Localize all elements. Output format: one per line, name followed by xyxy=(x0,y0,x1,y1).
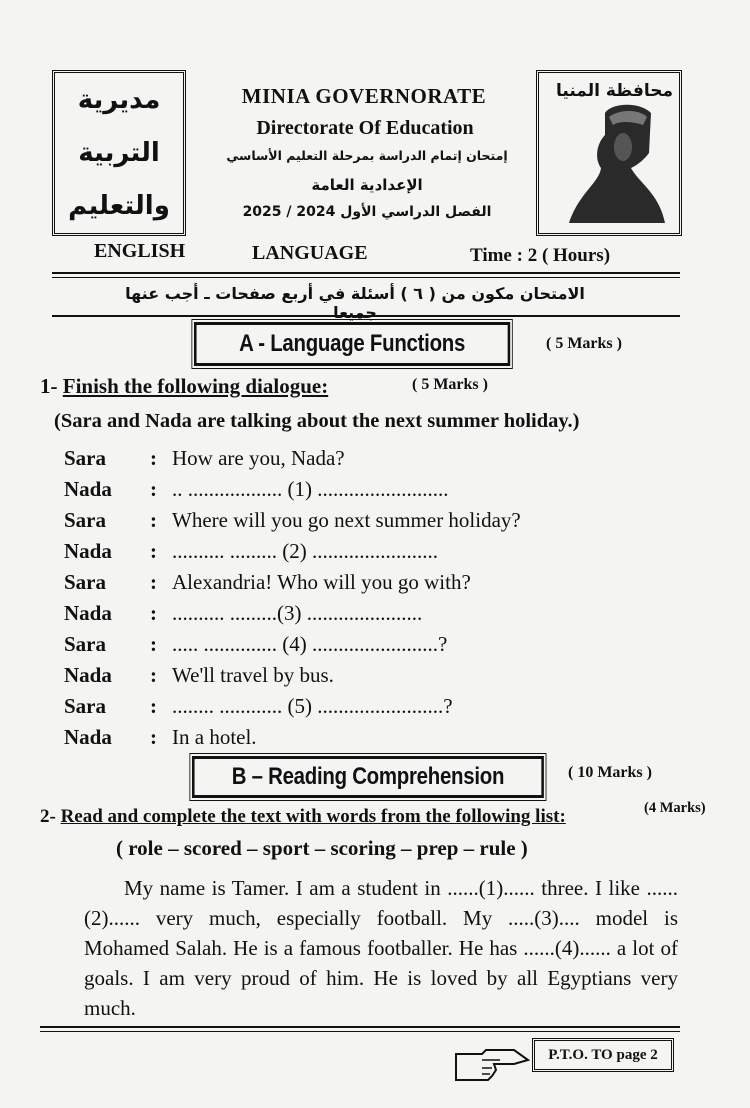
instruction-rule xyxy=(52,315,680,317)
directorate-line-3: والتعليم xyxy=(68,191,170,222)
governorate-title: MINIA GOVERNORATE xyxy=(241,84,487,108)
speaker: Sara xyxy=(64,446,106,470)
dialogue-line-1: Sara : How are you, Nada? xyxy=(64,446,345,470)
dialogue-line-9: Sara : ........ ............ (5) ........................? xyxy=(64,694,453,718)
speaker: Nada xyxy=(64,539,112,563)
dialogue-line-2: Nada : .. .................. (1) ......................... xyxy=(64,477,449,501)
speaker: Sara xyxy=(64,694,106,718)
dialogue-text: We'll travel by bus. xyxy=(172,663,334,687)
section-a-title-text: A - Language Functions xyxy=(239,330,466,357)
section-a-title xyxy=(194,322,510,366)
subject-language: LANGUAGE xyxy=(252,242,368,264)
section-b-title-text: B – Reading Comprehension xyxy=(231,763,505,790)
dialogue-blank: .......... .........(3) ...................... xyxy=(172,601,423,625)
section-a-marks: ( 5 Marks ) xyxy=(546,335,622,352)
dialogue-line-3: Sara : Where will you go next summer holiday? xyxy=(64,508,521,532)
speaker: Nada xyxy=(64,663,112,687)
dialogue-line-6: Nada : .......... .........(3) ...................... xyxy=(64,601,423,625)
footer-rule-1 xyxy=(40,1026,680,1028)
dialogue-text: How are you, Nada? xyxy=(172,446,345,470)
minia-logo-box xyxy=(536,70,682,236)
dialogue-text: Where will you go next summer holiday? xyxy=(172,508,521,532)
q1-context: (Sara and Nada are talking about the next summer holiday.) xyxy=(54,410,580,432)
q1-marks: ( 5 Marks ) xyxy=(412,376,488,393)
speaker: Sara xyxy=(64,508,106,532)
dialogue-blank: .. .................. (1) ......................... xyxy=(172,477,449,501)
q1-header xyxy=(40,374,328,399)
exam-instruction-ar: الامتحان مكون من ( ٦ ) أسئلة في أربع صفحات ـ أجب عنها جميعا xyxy=(125,284,585,322)
dialogue-blank: .......... ......... (2) ........................ xyxy=(172,539,438,563)
nefertiti-bust-icon xyxy=(539,73,679,233)
section-b-title xyxy=(192,756,544,798)
directorate-logo-box xyxy=(52,70,186,236)
q2-marks: (4 Marks) xyxy=(644,800,706,816)
q2-word-list: ( role – scored – sport – scoring – prep – rule ) xyxy=(116,836,528,860)
dialogue-line-4: Nada : .......... ......... (2) ........................ xyxy=(64,539,438,563)
directorate-line-1: مديرية xyxy=(77,84,161,115)
speaker: Nada xyxy=(64,477,112,501)
dialogue-line-5: Sara : Alexandria! Who will you go with? xyxy=(64,570,471,594)
dialogue-text: In a hotel. xyxy=(172,725,257,749)
pto-box xyxy=(532,1038,674,1072)
q2-number: 2- xyxy=(40,806,56,827)
speaker: Nada xyxy=(64,601,112,625)
q2-title: Read and complete the text with words from the following list: xyxy=(60,806,566,827)
pto-text: P.T.O. TO page 2 xyxy=(548,1046,658,1063)
minia-logo-label: محافظة المنيا xyxy=(556,81,673,101)
speaker: Sara xyxy=(64,632,106,656)
dialogue-line-7: Sara : ..... .............. (4) ........................? xyxy=(64,632,448,656)
dialogue-text: Alexandria! Who will you go with? xyxy=(172,570,471,594)
exam-stage-ar: الإعدادية العامة xyxy=(311,176,423,194)
dialogue-line-8: Nada : We'll travel by bus. xyxy=(64,663,334,687)
header-rule-2 xyxy=(52,277,680,278)
dialogue-blank: ..... .............. (4) ........................? xyxy=(172,632,448,656)
directorate-subtitle: Directorate Of Education xyxy=(256,117,474,139)
subject-english: ENGLISH xyxy=(94,240,186,262)
exam-term-ar: الفصل الدراسي الأول 2024 / 2025 xyxy=(242,204,492,220)
q1-number: 1- xyxy=(40,374,58,398)
section-b-marks: ( 10 Marks ) xyxy=(568,764,652,781)
q1-title: Finish the following dialogue: xyxy=(62,374,329,398)
q2-header xyxy=(40,806,566,828)
q2-paragraph: My name is Tamer. I am a student in ......(1)...... three. I like ......(2)...... very much, especially football. My .....(3).... model is Mohamed Salah. He is a famous footballer. He has ......(4)...... a lot of goals. I am very proud of him. He is loved by all Egyptians very much. xyxy=(84,876,678,1020)
footer-rule-2 xyxy=(40,1031,680,1032)
dialogue-line-10: Nada : In a hotel. xyxy=(64,725,257,749)
exam-title-ar: إمتحان إتمام الدراسة بمرحلة التعليم الأساسي xyxy=(226,148,508,163)
pointing-hand-icon xyxy=(452,1046,532,1086)
speaker: Sara xyxy=(64,570,106,594)
exam-time: Time : 2 ( Hours) xyxy=(470,245,611,266)
header-rule-1 xyxy=(52,272,680,274)
directorate-line-2: التربية xyxy=(78,137,160,168)
speaker: Nada xyxy=(64,725,112,749)
dialogue-blank: ........ ............ (5) ........................? xyxy=(172,694,453,718)
